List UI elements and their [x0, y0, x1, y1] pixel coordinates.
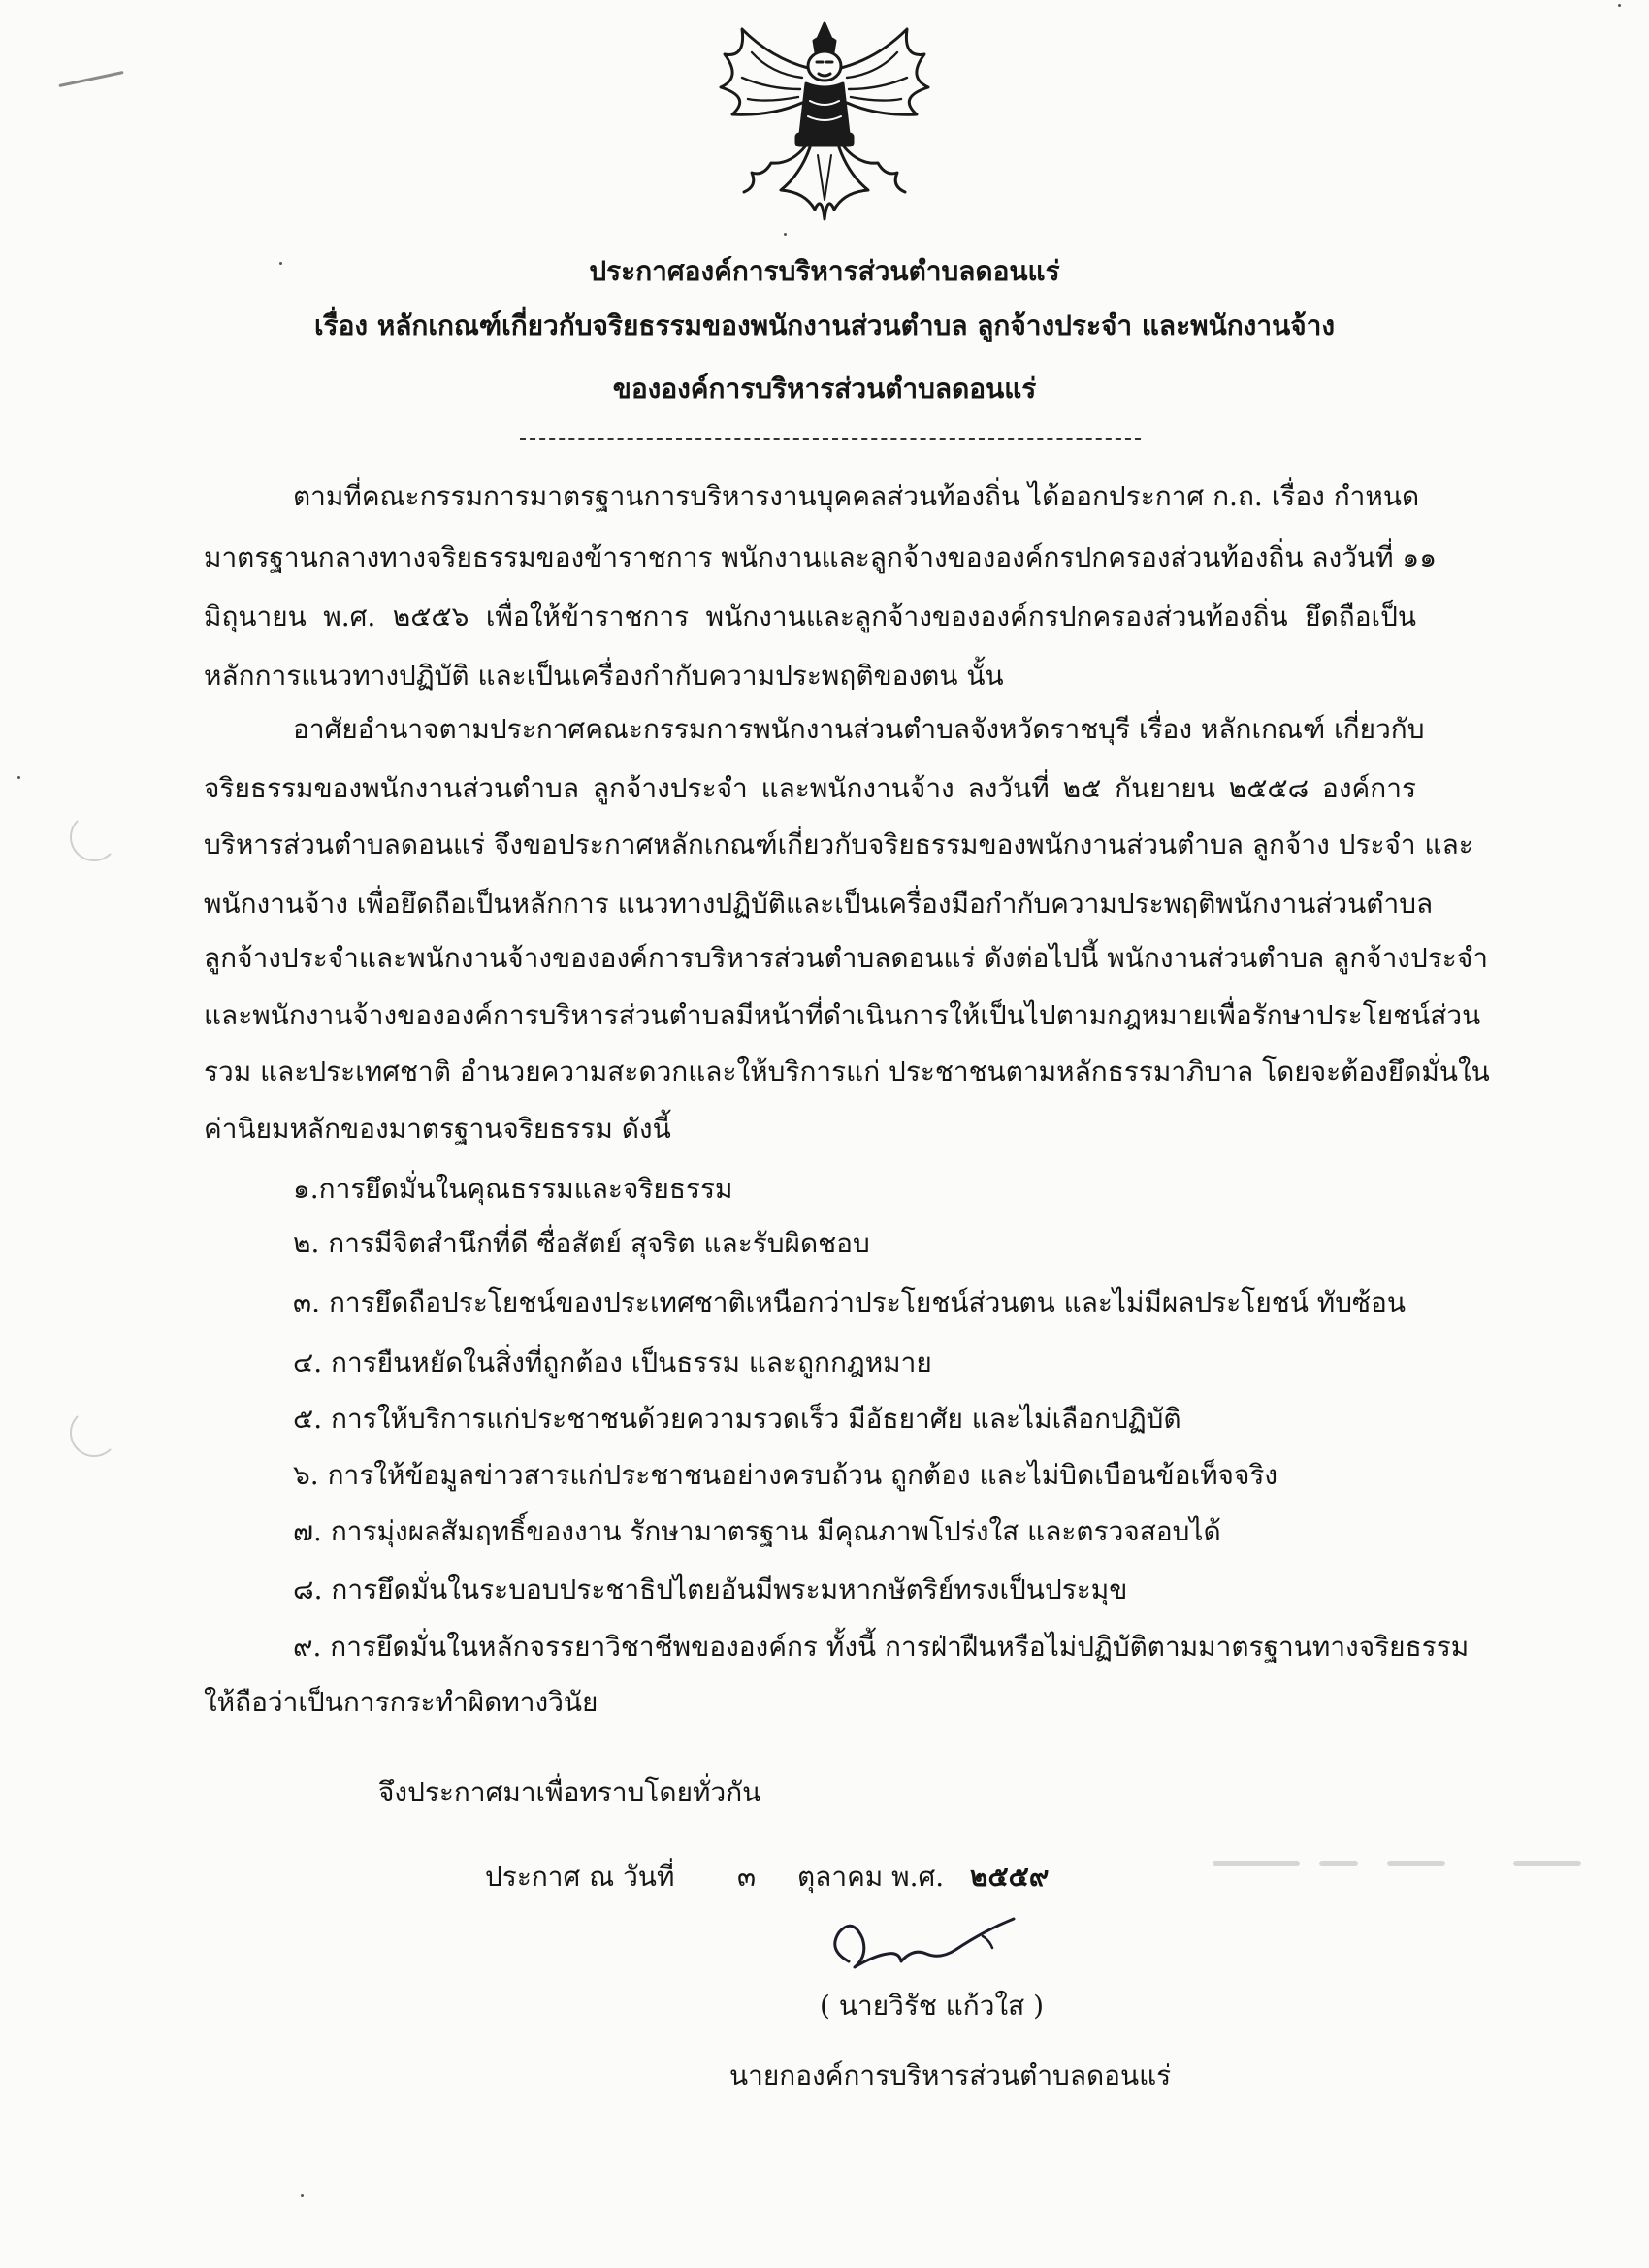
- paragraph-2-line: รวม และประเทศชาติ อำนวยความสะดวกและให้บริการแก่ ประชาชนตามหลักธรรมาภิบาล โดยจะต้องยึดมั่นใน: [204, 1055, 1490, 1087]
- paragraph-1-line: ตามที่คณะกรรมการมาตรฐานการบริหารงานบุคคลส่วนท้องถิ่น ได้ออกประกาศ ก.ถ. เรื่อง กำหนด: [293, 480, 1420, 512]
- scan-speck: [17, 776, 20, 779]
- paragraph-2-line: จริยธรรมของพนักงานส่วนตำบล ลูกจ้างประจำ และพนักงานจ้าง ลงวันที่ ๒๕ กันยายน ๒๕๕๘ องค์การ: [204, 772, 1416, 804]
- paragraph-2-line: และพนักงานจ้างขององค์การบริหารส่วนตำบลมีหน้าที่ดำเนินการให้เป็นไปตามกฎหมายเพื่อรักษาประโยชน์ส่วน: [204, 999, 1481, 1031]
- ethics-item-2: ๒. การมีจิตสำนึกที่ดี ซื่อสัตย์ สุจริต และรับผิดชอบ: [293, 1227, 870, 1259]
- paragraph-2-line: ค่านิยมหลักของมาตรฐานจริยธรรม ดังนี้: [204, 1113, 671, 1145]
- paragraph-1-line: หลักการแนวทางปฏิบัติ และเป็นเครื่องกำกับความประพฤติของตน นั้น: [204, 660, 1004, 692]
- paragraph-2-line: พนักงานจ้าง เพื่อยึดถือเป็นหลักการ แนวทางปฏิบัติและเป็นเครื่องมือกำกับความประพฤติพนักงานส่วนตำบล: [204, 888, 1434, 920]
- ethics-item-5: ๕. การให้บริการแก่ประชาชนด้วยความรวดเร็ว มีอัธยาศัย และไม่เลือกปฏิบัติ: [293, 1403, 1181, 1435]
- ethics-item-4: ๔. การยืนหยัดในสิ่งที่ถูกต้อง เป็นธรรม และถูกกฎหมาย: [293, 1346, 932, 1378]
- paragraph-2-line: ลูกจ้างประจำและพนักงานจ้างขององค์การบริหารส่วนตำบลดอนแร่ ดังต่อไปนี้ พนักงานส่วนตำบล ลูกจ้างประจำ: [204, 942, 1488, 974]
- ethics-item-7: ๗. การมุ่งผลสัมฤทธิ์ของงาน รักษามาตรฐาน มีคุณภาพโปร่งใส และตรวจสอบได้: [293, 1515, 1221, 1547]
- ethics-item-3: ๓. การยึดถือประโยชน์ของประเทศชาติเหนือกว่าประโยชน์ส่วนตน และไม่มีผลประโยชน์ ทับซ้อน: [293, 1286, 1406, 1318]
- ethics-item-9-continued: ให้ถือว่าเป็นการกระทำผิดทางวินัย: [204, 1686, 598, 1718]
- ethics-item-6: ๖. การให้ข้อมูลข่าวสารแก่ประชาชนอย่างครบถ้วน ถูกต้อง และไม่บิดเบือนข้อเท็จจริง: [293, 1459, 1278, 1491]
- handwritten-signature: [820, 1911, 1052, 1979]
- scan-speck: [1618, 4, 1621, 7]
- header-separator: [520, 438, 1141, 440]
- garuda-emblem: [713, 19, 936, 221]
- document-subject-continued: ขององค์การบริหารส่วนตำบลดอนแร่: [612, 373, 1037, 405]
- staple-mark: [58, 71, 123, 87]
- ethics-item-8: ๘. การยึดมั่นในระบอบประชาธิปไตยอันมีพระมหากษัตริย์ทรงเป็นประมุข: [293, 1573, 1128, 1605]
- signer-name: ( นายวิรัช แก้วใส ): [820, 1990, 1045, 2022]
- ethics-item-9: ๙. การยึดมั่นในหลักจรรยาวิชาชีพขององค์กร ทั้งนี้ การฝ่าฝืนหรือไม่ปฏิบัติตามมาตรฐานทางจริยธรรม: [293, 1631, 1470, 1663]
- punch-hole-lower: [70, 1409, 118, 1457]
- date-label: ประกาศ ณ วันที่: [485, 1861, 675, 1893]
- document-subject: เรื่อง หลักเกณฑ์เกี่ยวกับจริยธรรมของพนักงานส่วนตำบล ลูกจ้างประจำ และพนักงานจ้าง: [313, 309, 1336, 341]
- date-month: ตุลาคม พ.ศ.: [797, 1861, 945, 1893]
- signer-position: นายกองค์การบริหารส่วนตำบลดอนแร่: [729, 2059, 1172, 2091]
- punch-hole-upper: [70, 813, 118, 861]
- ethics-item-1: ๑.การยึดมั่นในคุณธรรมและจริยธรรม: [293, 1173, 733, 1205]
- scan-speck: [301, 2194, 304, 2197]
- paragraph-1-line: มิถุนายน พ.ศ. ๒๕๕๖ เพื่อให้ข้าราชการ พนักงานและลูกจ้างขององค์กรปกครองส่วนท้องถิ่น ยึดถือเป็น: [204, 600, 1416, 632]
- paragraph-1-line: มาตรฐานกลางทางจริยธรรมของข้าราชการ พนักงานและลูกจ้างขององค์กรปกครองส่วนท้องถิ่น ลงวันที่ ๑๑: [204, 541, 1437, 573]
- paragraph-2-line: อาศัยอำนาจตามประกาศคณะกรรมการพนักงานส่วนตำบลจังหวัดราชบุรี เรื่อง หลักเกณฑ์ เกี่ยวกับ: [293, 713, 1425, 745]
- scan-speck: [784, 233, 787, 236]
- paragraph-2-line: บริหารส่วนตำบลดอนแร่ จึงขอประกาศหลักเกณฑ์เกี่ยวกับจริยธรรมของพนักงานส่วนตำบล ลูกจ้าง ประจำ และ: [204, 828, 1473, 860]
- date-year: ๒๕๕๙: [970, 1861, 1050, 1893]
- date-day: ๓: [737, 1861, 757, 1893]
- bleed-through-marks: [1193, 1843, 1620, 1882]
- document-title: ประกาศองค์การบริหารส่วนตำบลดอนแร่: [589, 255, 1060, 287]
- closing-announcement: จึงประกาศมาเพื่อทราบโดยทั่วกัน: [378, 1776, 761, 1808]
